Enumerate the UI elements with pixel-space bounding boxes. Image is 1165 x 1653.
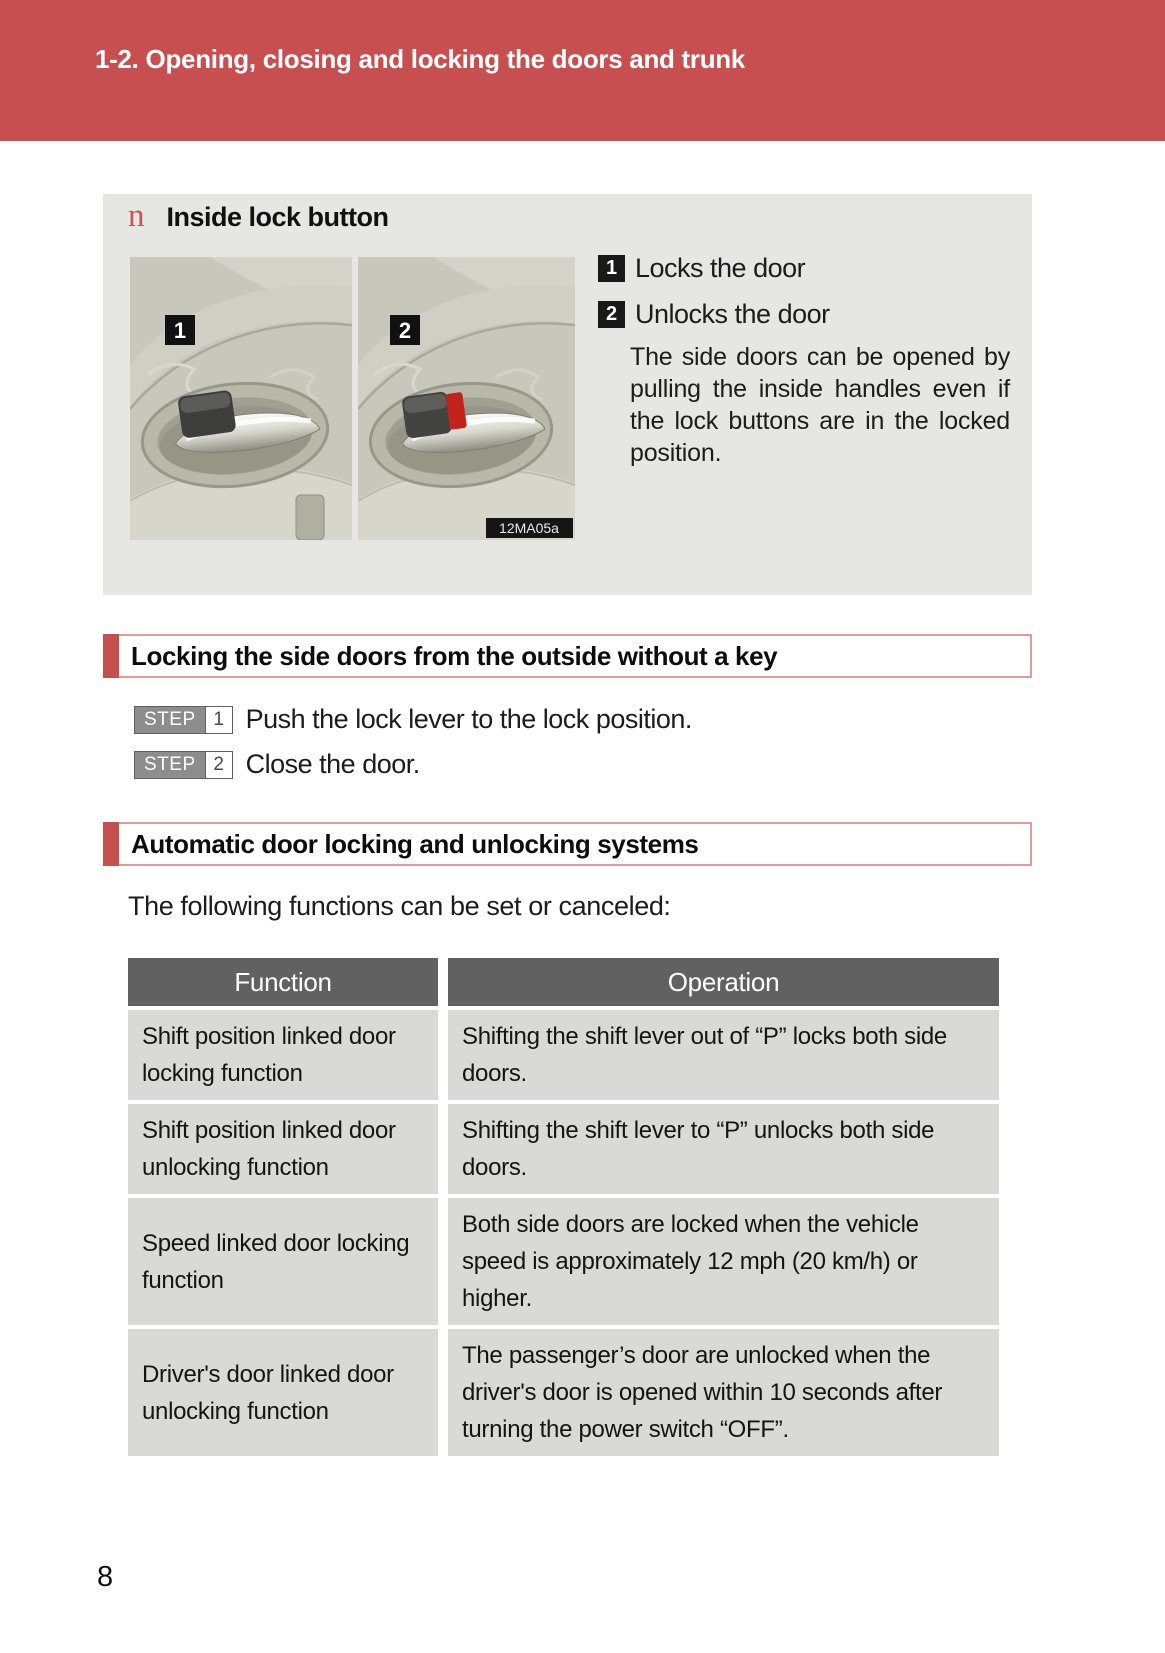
svg-text:2: 2 bbox=[398, 318, 412, 343]
table-row-operation: Shifting the shift lever to “P” unlocks both side doors. bbox=[448, 1104, 999, 1194]
svg-text:12MA05a: 12MA05a bbox=[499, 520, 559, 536]
inside-lock-heading bbox=[128, 200, 389, 233]
step-1-row bbox=[134, 704, 692, 735]
lock-knob-locked bbox=[177, 390, 236, 439]
auto-lock-functions-table bbox=[128, 958, 999, 1456]
page-header-band bbox=[0, 0, 1165, 141]
figure-number-badge-1 bbox=[165, 315, 195, 345]
step-1-badge bbox=[134, 706, 233, 734]
step-label: STEP bbox=[135, 752, 205, 778]
figure-callouts bbox=[598, 253, 1008, 345]
door-handle-photo-unlocked bbox=[358, 257, 575, 540]
table-header-operation: Operation bbox=[448, 958, 999, 1006]
section-square-marker-icon: n bbox=[128, 198, 145, 234]
figure-code-label bbox=[486, 518, 573, 538]
step-2-row bbox=[134, 749, 420, 780]
callout-2-text: Unlocks the door bbox=[635, 299, 830, 329]
table-row-function: Speed linked door locking function bbox=[128, 1198, 438, 1325]
inside-lock-figure-box bbox=[103, 194, 1032, 595]
table-header-function: Function bbox=[128, 958, 438, 1006]
callout-1-text: Locks the door bbox=[635, 253, 806, 283]
callout-2-badge: 2 bbox=[598, 301, 625, 328]
svg-text:1: 1 bbox=[173, 318, 187, 343]
step-number: 2 bbox=[205, 752, 232, 778]
table-intro-text: The following functions can be set or canceled: bbox=[128, 891, 671, 921]
section-heading-automatic-locking bbox=[103, 822, 1032, 866]
section-heading-locking-outside bbox=[103, 634, 1032, 678]
table-row-operation: Shifting the shift lever out of “P” locks both side doors. bbox=[448, 1010, 999, 1100]
step-label: STEP bbox=[135, 707, 205, 733]
heading-red-bar bbox=[103, 822, 119, 866]
page-number: 8 bbox=[97, 1561, 114, 1593]
callout-unlocks bbox=[598, 299, 1008, 330]
table-row-operation: The passenger’s door are unlocked when the driver's door is opened within 10 seconds after turning the power switch “OFF”. bbox=[448, 1329, 999, 1456]
callout-1-badge: 1 bbox=[598, 255, 625, 282]
step-1-text: Push the lock lever to the lock position. bbox=[245, 704, 692, 734]
step-number: 1 bbox=[205, 707, 232, 733]
page-header-title: 1-2. Opening, closing and locking the doors and trunk bbox=[95, 44, 746, 74]
figure-note: The side doors can be opened by pulling the inside handles even if the lock buttons are in the locked position. bbox=[630, 343, 1010, 467]
table-row-function: Shift position linked door unlocking function bbox=[128, 1104, 438, 1194]
section-2-title: Automatic door locking and unlocking systems bbox=[131, 828, 699, 859]
step-2-badge bbox=[134, 751, 233, 779]
figure-number-badge-2 bbox=[390, 315, 420, 345]
table-row-operation: Both side doors are locked when the vehicle speed is approximately 12 mph (20 km/h) or higher. bbox=[448, 1198, 999, 1325]
section-1-title: Locking the side doors from the outside without a key bbox=[131, 640, 778, 671]
table-row-function: Shift position linked door locking function bbox=[128, 1010, 438, 1100]
heading-red-bar bbox=[103, 634, 119, 678]
inside-lock-title: Inside lock button bbox=[166, 202, 389, 232]
callout-locks bbox=[598, 253, 1008, 284]
table-row-function: Driver's door linked door unlocking function bbox=[128, 1329, 438, 1456]
door-handle-photo-locked bbox=[130, 257, 352, 540]
step-2-text: Close the door. bbox=[245, 749, 420, 779]
